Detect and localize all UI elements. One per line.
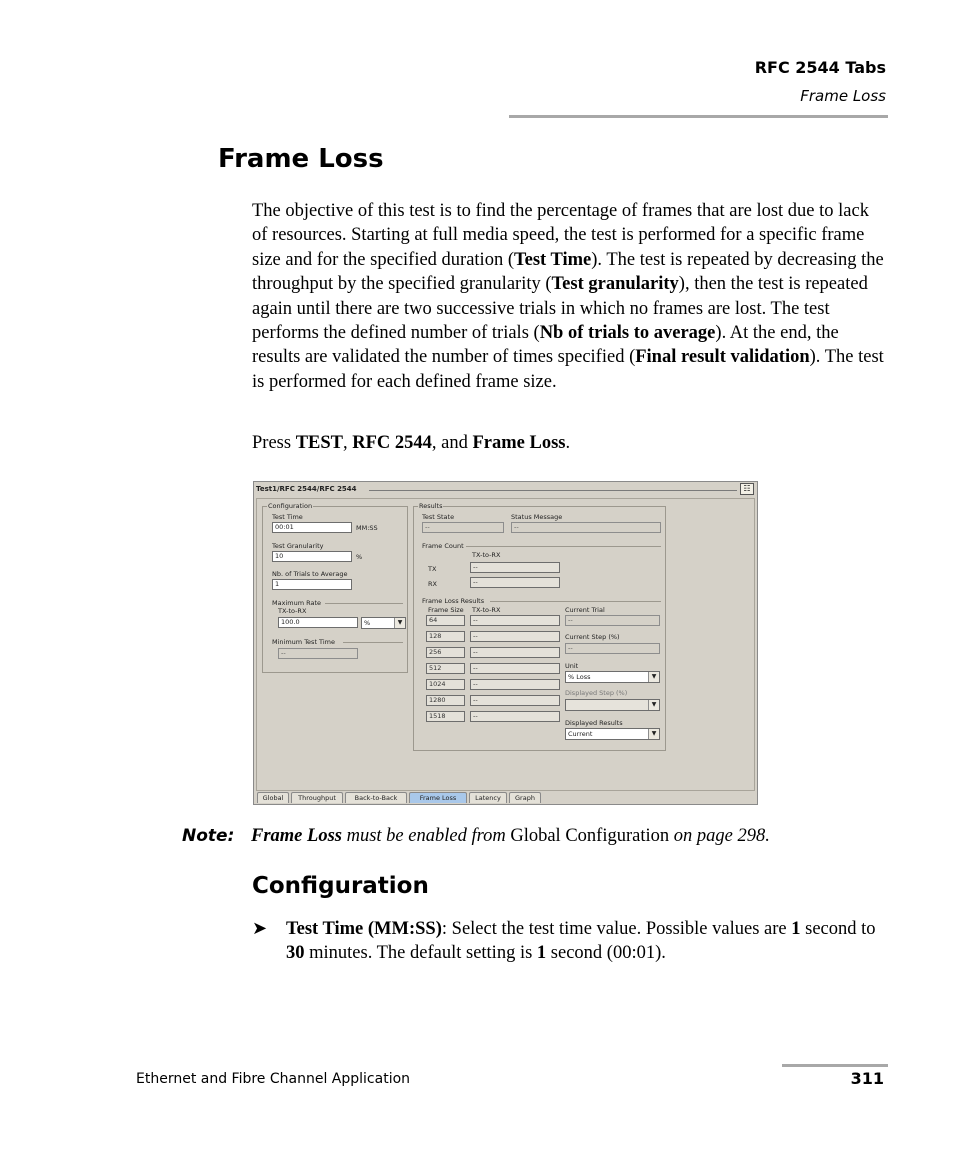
- header-rule: [509, 115, 888, 118]
- maximum-rate-unit-value: %: [364, 619, 371, 627]
- frame-loss-screenshot: [253, 481, 758, 805]
- clipboard-icon[interactable]: ☷: [740, 483, 754, 495]
- text-run: TEST: [295, 433, 343, 453]
- text-run: Final result validation: [635, 347, 810, 368]
- frame-size-cell: 64: [426, 615, 465, 626]
- chevron-down-icon: ▼: [648, 700, 659, 710]
- frame-size-cell: 1518: [426, 711, 465, 722]
- tab-back-to-back[interactable]: Back-to-Back: [345, 792, 407, 803]
- configuration-group: [262, 502, 408, 673]
- text-run: Test Time (MM:SS): [286, 919, 442, 939]
- text-run: ), then the test is repeated again until there are two successive trials in which no frames are lost. The test performs the defined number of trials (: [252, 274, 868, 344]
- text-run: Press: [252, 433, 296, 453]
- rx-label: RX: [428, 580, 437, 588]
- running-header-title: RFC 2544 Tabs: [754, 58, 886, 77]
- text-run: Test granularity: [551, 274, 679, 295]
- tx-rx-col-header: TX-to-RX: [472, 606, 501, 614]
- maximum-rate-input[interactable]: 100.0: [278, 617, 358, 628]
- test-granularity-label: Test Granularity: [272, 542, 324, 550]
- test-time-description: [286, 917, 886, 966]
- test-state-label: Test State: [422, 513, 455, 521]
- frame-loss-results-label: Frame Loss Results: [422, 597, 485, 605]
- screen-body: [256, 498, 755, 791]
- text-run: second (00:01).: [546, 943, 666, 964]
- current-step-value: --: [565, 643, 660, 654]
- chevron-down-icon: ▼: [394, 618, 405, 628]
- tab-latency[interactable]: Latency: [469, 792, 507, 803]
- trials-to-average-label: Nb. of Trials to Average: [272, 570, 348, 578]
- frame-size-cell: 1280: [426, 695, 465, 706]
- test-time-label: Test Time: [272, 513, 303, 521]
- displayed-step-dropdown: [565, 699, 660, 711]
- note-label: Note:: [182, 826, 235, 846]
- frame-size-cell: 512: [426, 663, 465, 674]
- unit-dropdown[interactable]: [565, 671, 660, 683]
- current-step-label: Current Step (%): [565, 633, 620, 641]
- trials-to-average-input[interactable]: 1: [272, 579, 352, 590]
- text-run: ). The test is repeated by decreasing the throughput by the specified granularity (: [252, 249, 884, 295]
- displayed-results-dropdown[interactable]: [565, 728, 660, 740]
- footer-rule: [782, 1064, 888, 1067]
- text-run: : Select the test time value. Possible values are: [441, 919, 792, 939]
- unit-label: Unit: [565, 662, 579, 670]
- text-run: ). At the end, the results are validated the number of times specified (: [252, 323, 839, 368]
- results-group: [413, 502, 666, 751]
- text-run: Test Time: [513, 249, 592, 270]
- rx-count-value: --: [470, 577, 560, 588]
- tab-frame-loss[interactable]: Frame Loss: [409, 792, 467, 803]
- text-run: Global Configuration: [510, 826, 670, 846]
- frame-loss-cell: --: [470, 711, 560, 722]
- text-run: 1: [791, 919, 801, 939]
- unit-dropdown-value: % Loss: [568, 673, 591, 681]
- frame-loss-cell: --: [470, 679, 560, 690]
- maximum-rate-divider: [325, 603, 403, 604]
- current-trial-label: Current Trial: [565, 606, 605, 614]
- text-run: ,: [343, 433, 353, 453]
- frame-count-col-header: TX-to-RX: [472, 551, 501, 559]
- test-granularity-unit: %: [356, 553, 363, 561]
- chevron-down-icon: ▼: [648, 729, 659, 739]
- minimum-test-time-divider: [343, 642, 403, 643]
- text-run: Frame Loss: [472, 433, 566, 453]
- text-run: .: [565, 433, 571, 453]
- displayed-results-value: Current: [568, 730, 593, 738]
- minimum-test-time-label: Minimum Test Time: [272, 638, 335, 646]
- minimum-test-time-input: --: [278, 648, 358, 659]
- test-time-input[interactable]: 00:01: [272, 522, 352, 533]
- text-run: , and: [431, 433, 473, 453]
- tx-label: TX: [428, 565, 437, 573]
- status-message-label: Status Message: [511, 513, 563, 521]
- page-number: 311: [850, 1069, 884, 1088]
- title-divider: [369, 490, 737, 491]
- text-run: must be enabled from: [341, 826, 511, 846]
- configuration-heading: Configuration: [252, 873, 429, 899]
- frame-size-cell: 128: [426, 631, 465, 642]
- note-text: [251, 826, 770, 847]
- tab-graph[interactable]: Graph: [509, 792, 541, 803]
- screen-titlebar: [254, 482, 757, 496]
- maximum-rate-label: Maximum Rate: [272, 599, 321, 607]
- text-run: ). The test is performed for each defined frame size.: [252, 347, 884, 392]
- current-trial-value: --: [565, 615, 660, 626]
- maximum-rate-unit-dropdown[interactable]: [361, 617, 406, 629]
- status-message-value: --: [511, 522, 661, 533]
- test-state-value: --: [422, 522, 504, 533]
- frame-loss-cell: --: [470, 631, 560, 642]
- text-run: on page 298.: [669, 826, 770, 846]
- tab-throughput[interactable]: Throughput: [291, 792, 343, 803]
- frame-loss-cell: --: [470, 647, 560, 658]
- tx-count-value: --: [470, 562, 560, 573]
- frame-loss-cell: --: [470, 615, 560, 626]
- frame-size-cell: 256: [426, 647, 465, 658]
- text-run: 1: [536, 943, 547, 964]
- frame-size-col-header: Frame Size: [428, 606, 464, 614]
- text-run: RFC 2544: [352, 433, 432, 453]
- results-group-label: Results: [419, 502, 443, 510]
- frame-loss-cell: --: [470, 663, 560, 674]
- frame-count-label: Frame Count: [422, 542, 464, 550]
- screen-title: Test1/RFC 2544/RFC 2544: [256, 485, 357, 493]
- press-instruction: [252, 431, 888, 455]
- running-header-subtitle: Frame Loss: [800, 87, 886, 105]
- test-time-unit: MM:SS: [356, 524, 378, 532]
- tab-global[interactable]: Global: [257, 792, 289, 803]
- max-rate-tx-rx-label: TX-to-RX: [278, 607, 307, 615]
- text-run: 30: [286, 943, 305, 964]
- frame-count-divider: [466, 546, 661, 547]
- intro-paragraph: [252, 199, 888, 394]
- frame-loss-results-divider: [490, 601, 661, 602]
- section-heading: Frame Loss: [218, 144, 384, 174]
- configuration-group-label: Configuration: [268, 502, 313, 510]
- text-run: minutes. The default setting is: [304, 943, 537, 964]
- displayed-step-label: Displayed Step (%): [565, 689, 628, 697]
- frame-size-cell: 1024: [426, 679, 465, 690]
- test-granularity-input[interactable]: 10: [272, 551, 352, 562]
- text-run: second to: [800, 919, 876, 939]
- displayed-results-label: Displayed Results: [565, 719, 623, 727]
- frame-loss-cell: --: [470, 695, 560, 706]
- chevron-down-icon: ▼: [648, 672, 659, 682]
- text-run: The objective of this test is to find the percentage of frames that are lost due to lack of resources. Starting at full media speed, the test is performed for a specific frame size and for the specified duration (: [252, 201, 869, 270]
- arrow-bullet-icon: ➤: [252, 918, 268, 938]
- footer-title: Ethernet and Fibre Channel Application: [136, 1071, 411, 1087]
- text-run: Frame Loss: [251, 826, 342, 846]
- text-run: Nb of trials to average: [539, 323, 716, 344]
